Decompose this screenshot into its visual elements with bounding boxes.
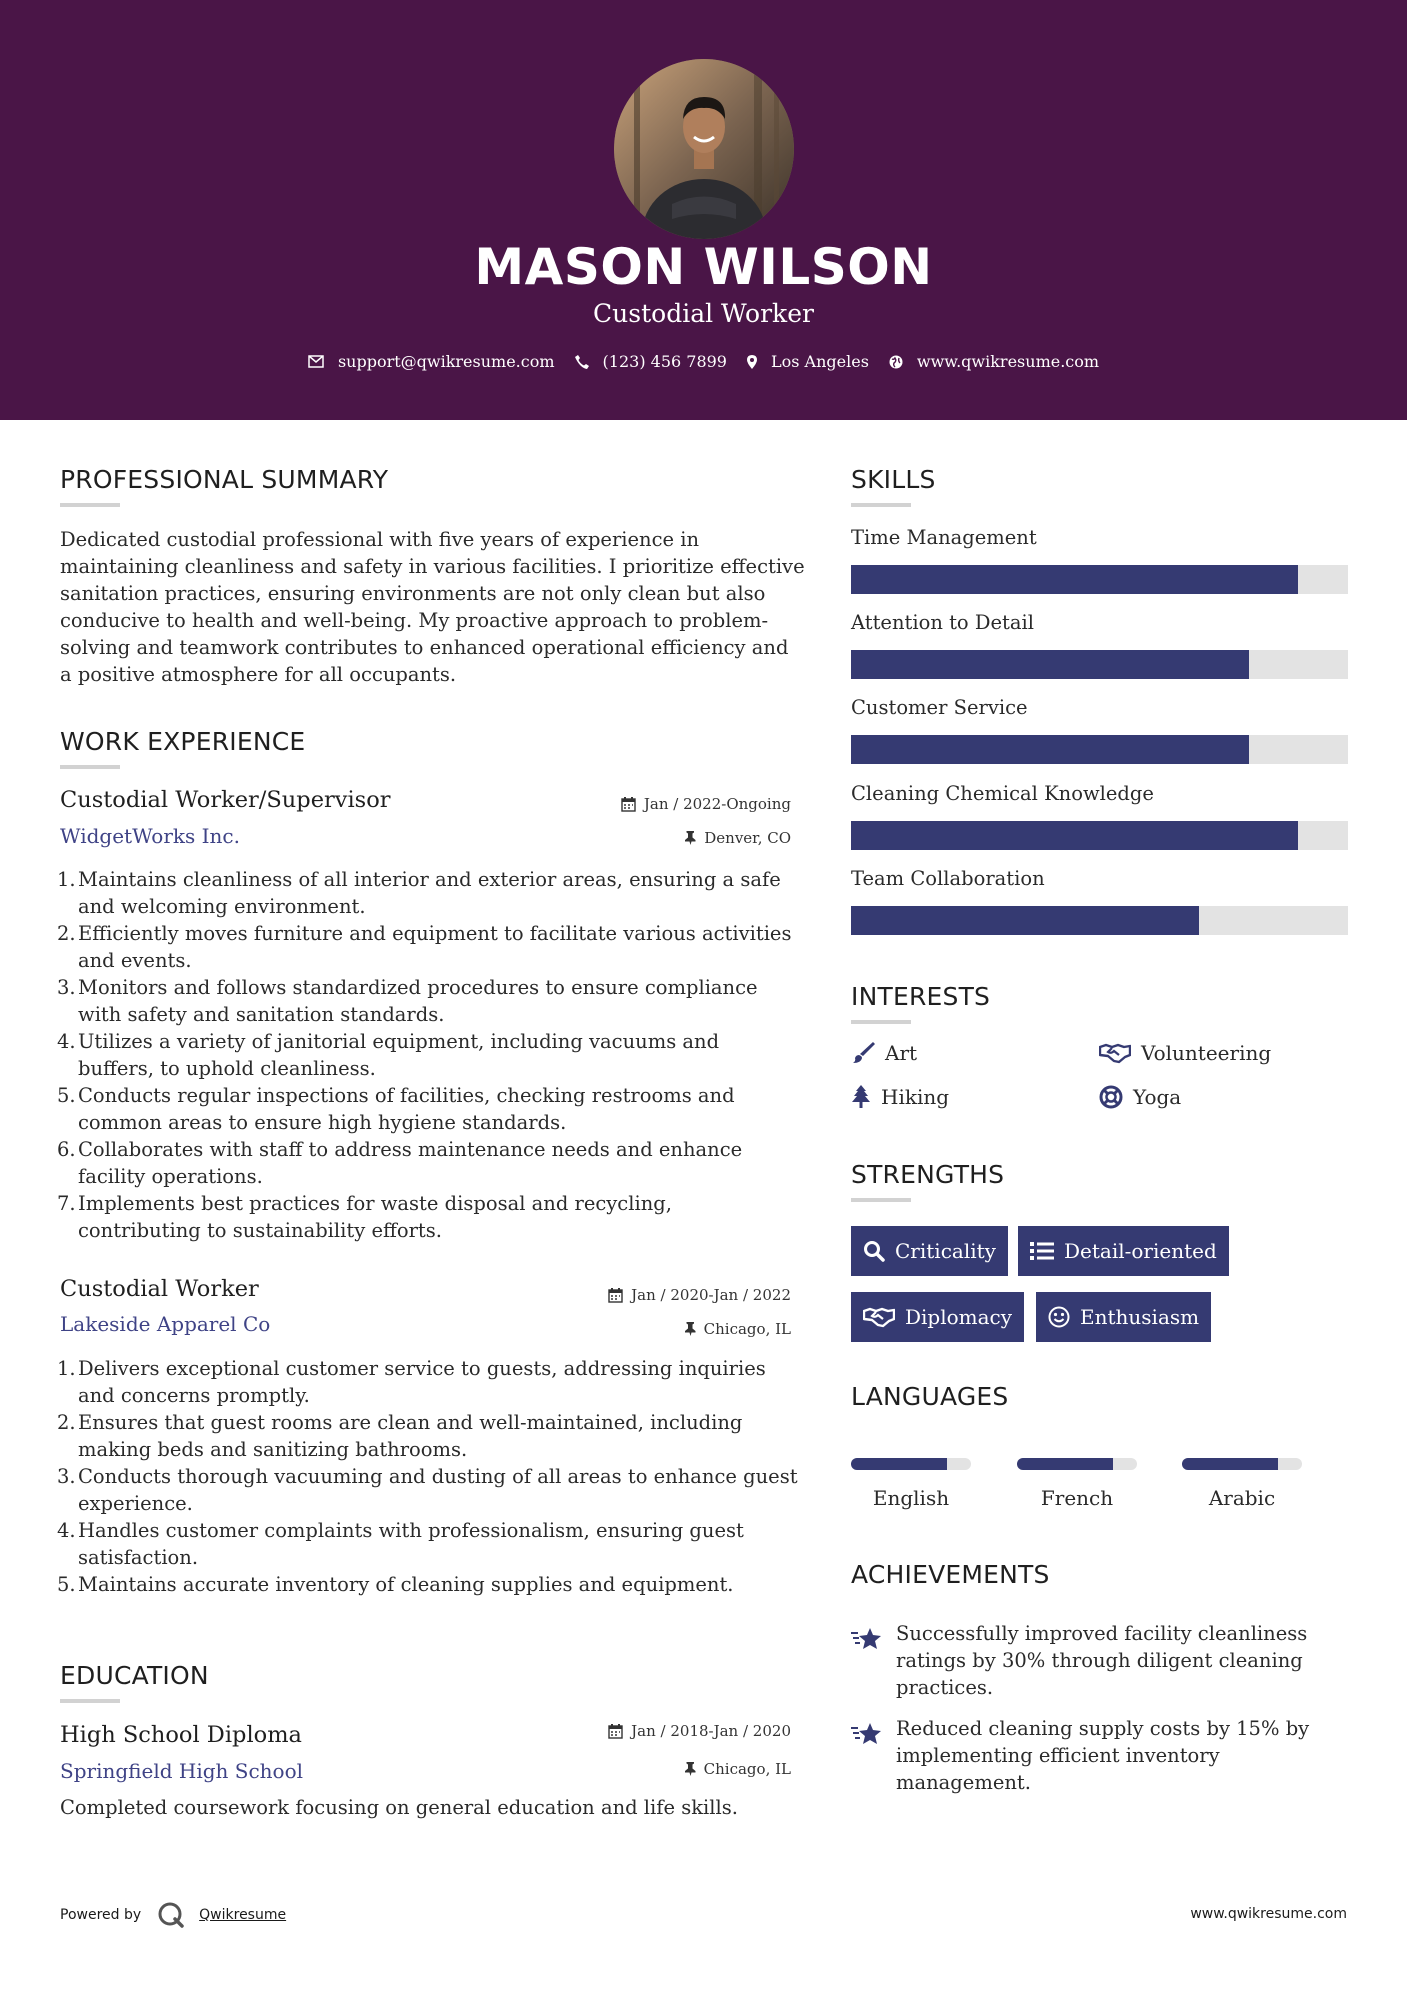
list-item: 1. Delivers exceptional customer service to guests, addressing inquiries and concerns promptly. [57,1357,766,1407]
language-name: French [1040,1486,1114,1510]
education-degree: High School Diploma [60,1722,302,1748]
summary-text: Dedicated custodial professional with five years of experience in maintaining cleanliness and safety in various facilities. I prioritize effective sanitation practices, ensuring environments are not only clean but also conducive to health and well-being. My proactive approach to problem-solving and teamwork contributes to enhanced operational efficiency and a positive atmosphere for all occupants. [60,528,805,686]
interest-item: Volunteering [1099,1041,1271,1065]
qwikresume-link[interactable]: Qwikresume [199,1907,287,1923]
job-location [685,1320,791,1338]
calendar-icon [608,1724,623,1739]
star-award-icon [851,1626,883,1652]
job-dates [608,1286,791,1304]
achievement-item: Reduced cleaning supply costs by 15% by implementing efficient inventory management. [896,1717,1310,1794]
pushpin-icon [685,831,696,845]
powered-by-text: Powered by [60,1907,142,1923]
skill-name: Customer Service [851,696,1028,719]
contact-location-text: Los Angeles [770,352,869,371]
skill-bar-fill [851,821,1298,850]
interests-heading: INTERESTS [851,982,991,1011]
list-item: 5. Maintains accurate inventory of cleaning supplies and equipment. [57,1573,734,1596]
contact-email-text: support@qwikresume.com [337,352,555,371]
strength-badge: Enthusiasm [1036,1292,1211,1342]
language-bar-fill [1182,1458,1278,1470]
candidate-title: Custodial Worker [593,299,814,328]
job-location [685,829,791,847]
experience-heading-underline [60,765,120,769]
skill-bar [851,735,1348,764]
job-location-text: Denver, CO [704,829,791,847]
job-dates-text: Jan / 2020-Jan / 2022 [631,1286,791,1304]
education-dates [608,1722,791,1740]
language-name: Arabic [1208,1486,1276,1510]
education-description: Completed coursework focusing on general education and life skills. [60,1796,738,1819]
list-item: 4. Handles customer complaints with professionalism, ensuring guest satisfaction. [57,1519,744,1569]
candidate-name: MASON WILSON [474,238,933,296]
skill-bar [851,906,1348,935]
education-location [685,1760,791,1778]
lifebuoy-icon [1099,1085,1123,1109]
resume-header [0,0,1407,420]
skill-name: Attention to Detail [851,611,1034,634]
calendar-icon [621,797,636,812]
interest-item: Yoga [1099,1085,1181,1109]
skill-name: Cleaning Chemical Knowledge [851,782,1154,805]
skill-bar [851,565,1348,594]
pushpin-icon [685,1322,696,1336]
qwikresume-logo-icon [157,1901,185,1929]
job-duties-list [57,866,798,1244]
language-bar [1017,1458,1137,1470]
summary-heading: PROFESSIONAL SUMMARY [60,465,389,494]
job-dates-text: Jan / 2022-Ongoing [643,795,791,813]
star-award-icon [851,1721,883,1747]
list-item: 3. Monitors and follows standardized procedures to ensure compliance with safety and sanitation standards. [57,976,758,1026]
list-item: 5. Conducts regular inspections of facilities, checking restrooms and common areas to ensure high hygiene standards. [57,1084,735,1134]
experience-heading: WORK EXPERIENCE [60,727,306,756]
strength-badge: Detail-oriented [1018,1226,1229,1276]
education-school: Springfield High School [60,1759,304,1783]
calendar-icon [608,1288,623,1303]
contact-website-text: www.qwikresume.com [916,352,1100,371]
envelope-icon [308,355,324,368]
paintbrush-icon [851,1042,875,1064]
job-company: WidgetWorks Inc. [60,824,240,848]
language-bar [851,1458,971,1470]
strength-badge: Diplomacy [851,1292,1024,1342]
job-duties-list [57,1355,798,1598]
interests-heading-underline [851,1020,911,1024]
interest-item: Hiking [851,1085,949,1109]
list-item: 2. Efficiently moves furniture and equipment to facilitate various activities and events. [57,922,792,972]
job-company: Lakeside Apparel Co [60,1312,271,1336]
interest-item: Art [851,1041,917,1065]
skill-bar-fill [851,735,1249,764]
language-bar-fill [851,1458,947,1470]
summary-heading-underline [60,503,120,507]
education-heading-underline [60,1699,120,1703]
skill-bar [851,650,1348,679]
education-heading: EDUCATION [60,1661,209,1690]
list-item: 1. Maintains cleanliness of all interior and exterior areas, ensuring a safe and welcoming environment. [57,868,781,918]
achievement-item: Successfully improved facility cleanliness ratings by 30% through diligent cleaning practices. [896,1622,1308,1699]
list-item: 3. Conducts thorough vacuuming and dusting of all areas to enhance guest experience. [57,1465,798,1515]
globe-icon [889,355,903,369]
language-name: English [872,1486,950,1510]
list-item: 7. Implements best practices for waste disposal and recycling, contributing to sustainability efforts. [57,1192,672,1242]
language-bar [1182,1458,1302,1470]
strengths-heading: STRENGTHS [851,1160,1005,1189]
profile-photo [614,59,794,239]
contact-location [747,352,869,371]
contact-phone[interactable] [575,352,727,371]
language-bar-fill [1017,1458,1113,1470]
list-icon [1030,1241,1054,1261]
footer-website[interactable]: www.qwikresume.com [1190,1906,1347,1922]
handshake-icon [1099,1042,1131,1064]
search-icon [863,1240,885,1262]
job-location-text: Chicago, IL [703,1320,791,1338]
phone-icon [575,355,589,369]
skill-bar-fill [851,906,1199,935]
education-dates-text: Jan / 2018-Jan / 2020 [631,1722,791,1740]
education-location-text: Chicago, IL [703,1760,791,1778]
skill-bar [851,821,1348,850]
skills-heading-underline [851,503,911,507]
list-item: 2. Ensures that guest rooms are clean and well-maintained, including making beds and sanitizing bathrooms. [57,1411,743,1461]
list-item: 6. Collaborates with staff to address maintenance needs and enhance facility operations. [57,1138,743,1188]
handshake-icon [863,1306,895,1328]
contact-website[interactable] [889,352,1099,371]
skill-bar-fill [851,565,1298,594]
tree-icon [851,1085,871,1109]
skill-bar-fill [851,650,1249,679]
achievements-heading: ACHIEVEMENTS [851,1560,1050,1589]
pushpin-icon [685,1762,696,1776]
smile-icon [1048,1306,1070,1328]
job-title: Custodial Worker [60,1276,259,1302]
skills-heading: SKILLS [851,465,936,494]
contact-phone-text: (123) 456 7899 [602,352,727,371]
job-dates [621,795,791,813]
skill-name: Time Management [851,526,1037,549]
languages-heading: LANGUAGES [851,1382,1009,1411]
list-item: 4. Utilizes a variety of janitorial equipment, including vacuums and buffers, to uphold cleanliness. [57,1030,720,1080]
footer-powered-by [60,1901,286,1929]
skill-name: Team Collaboration [851,867,1045,890]
strength-badge: Criticality [851,1226,1008,1276]
strengths-heading-underline [851,1198,911,1202]
contact-bar [0,352,1407,371]
contact-email[interactable] [308,352,555,371]
map-pin-icon [747,355,757,369]
job-title: Custodial Worker/Supervisor [60,787,391,813]
